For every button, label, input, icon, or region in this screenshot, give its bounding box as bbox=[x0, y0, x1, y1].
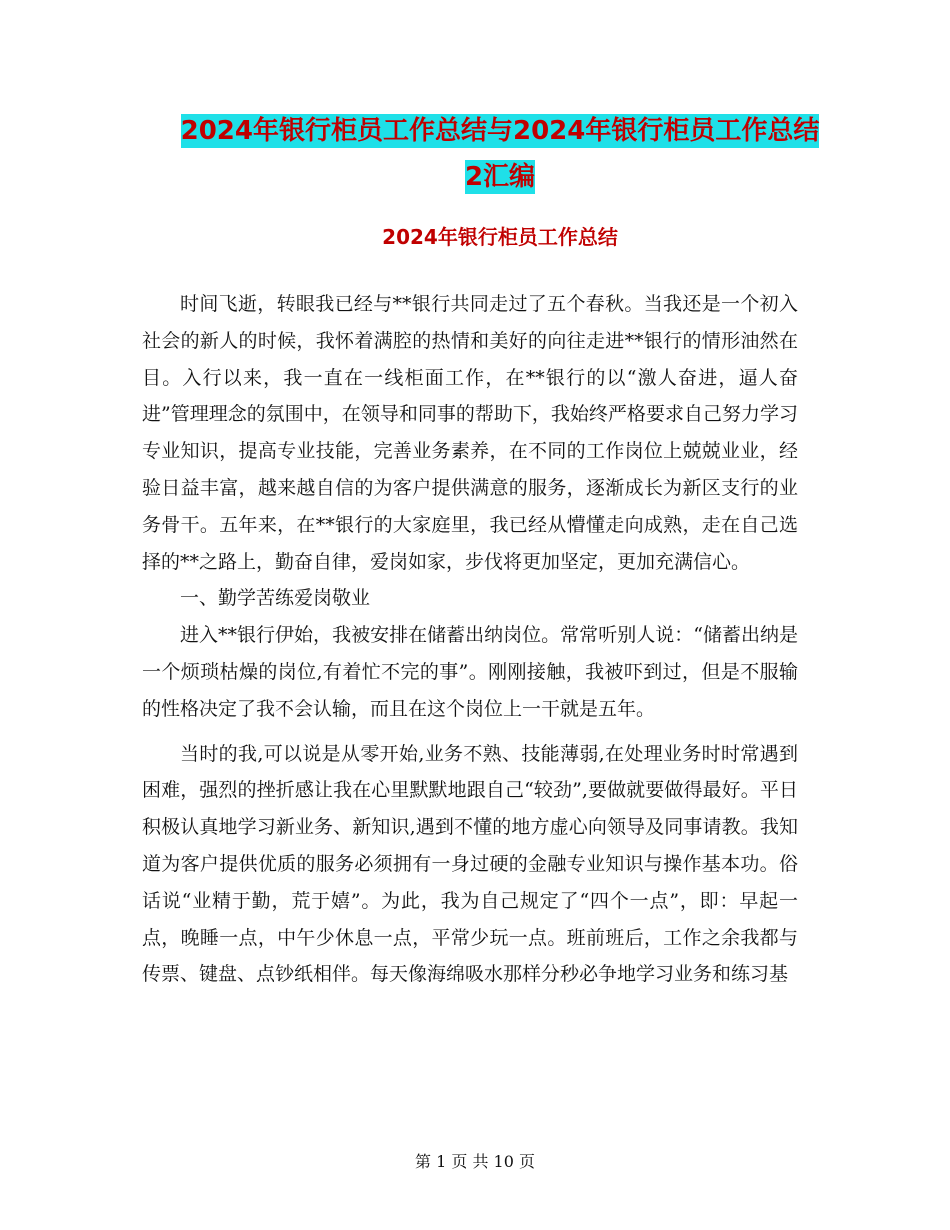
document-body bbox=[142, 286, 798, 993]
heading-one: 一、勤学苦练爱岗敬业 bbox=[180, 587, 371, 610]
page-number-footer: 第 1 页 共 10 页 bbox=[415, 1152, 535, 1171]
paragraph-deposit-teller: 进入**银行伊始，我被安排在储蓄出纳岗位。常常听别人说：“储蓄出纳是一个烦琐枯燥的岗位,有着忙不完的事”。刚刚接触，我被吓到过，但是不服输的性格决定了我不会认输，而且在这个岗位上一干就是五年。 bbox=[142, 624, 798, 720]
section-title: 2024年银行柜员工作总结 bbox=[382, 225, 618, 249]
paragraph-intro: 时间飞逝，转眼我已经与**银行共同走过了五个春秋。当我还是一个初入社会的新人的时候，我怀着满腔的热情和美好的向往走进**银行的情形油然在目。入行以来，我一直在一线柜面工作，在**银行的以“激人奋进，逼人奋进”管理理念的氛围中，在领导和同事的帮助下，我始终严格要求自己努力学习专业知识，提高专业技能，完善业务素养，在不同的工作岗位上兢兢业业，经验日益丰富，越来越自信的为客户提供满意的服务，逐渐成长为新区支行的业务骨干。五年来，在**银行的大家庭里，我已经从懵懂走向成熟，走在自己选择的**之路上，勤奋自律，爱岗如家，步伐将更加坚定，更加充满信心。 bbox=[142, 293, 798, 573]
document-title bbox=[140, 108, 860, 200]
document-title-line-1: 2024年银行柜员工作总结与2024年银行柜员工作总结 bbox=[180, 116, 820, 146]
document-title-line-2: 2汇编 bbox=[464, 162, 536, 192]
paragraph-learning: 当时的我,可以说是从零开始,业务不熟、技能薄弱,在处理业务时时常遇到困难，强烈的挫折感让我在心里默默地跟自己“较劲”,要做就要做得最好。平日积极认真地学习新业务、新知识,遇到不懂的地方虚心向领导及同事请教。我知道为客户提供优质的服务必须拥有一身过硬的金融专业知识与操作基本功。俗话说“业精于勤，荒于嬉”。为此，我为自己规定了“四个一点”，即：早起一点，晚睡一点，中午少休息一点，平常少玩一点。班前班后，工作之余我都与传票、键盘、点钞纸相伴。每天像海绵吸水那样分秒必争地学习业务和练习基 bbox=[142, 742, 798, 986]
